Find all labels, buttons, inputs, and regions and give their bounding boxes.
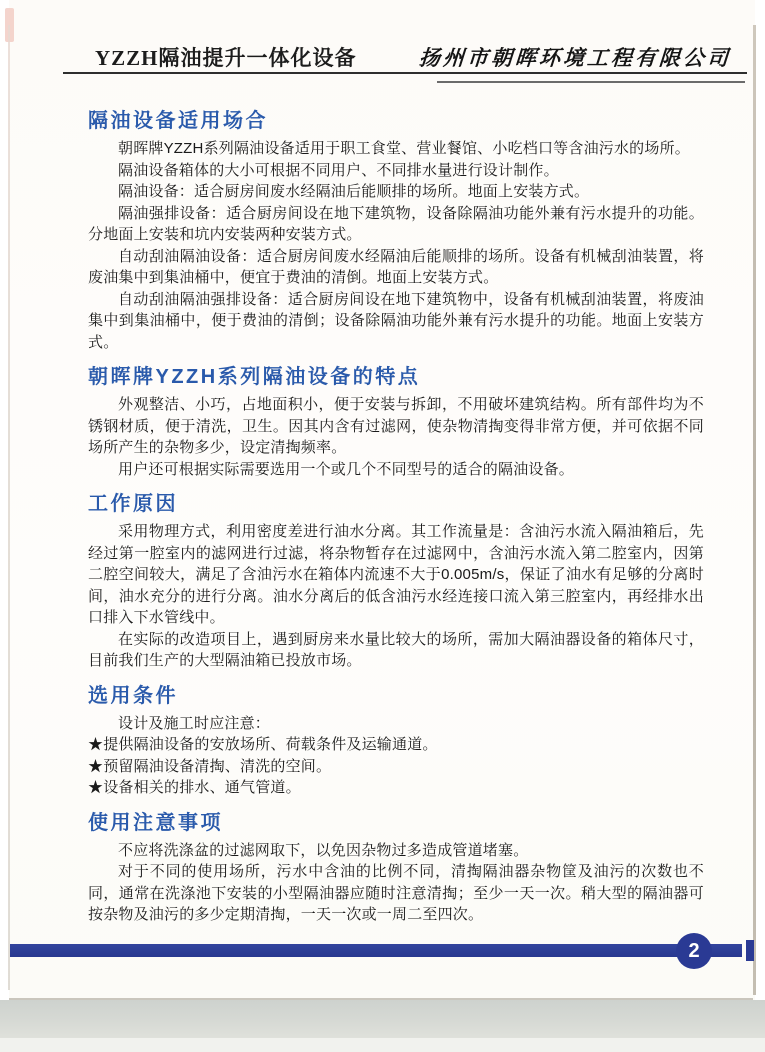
- footer-bar: [10, 939, 742, 962]
- paragraph: 隔油强排设备：适合厨房间设在地下建筑物，设备除隔油功能外兼有污水提升的功能。分地面上安装和坑内安装两种安装方式。: [88, 204, 704, 243]
- section-working-principle: [88, 487, 704, 672]
- paragraph: 在实际的改造项目上，遇到厨房来水量比较大的场所，需加大隔油器设备的箱体尺寸，目前我们生产的大型隔油箱已投放市场。: [88, 630, 704, 669]
- header-divider: [63, 72, 747, 74]
- company-underline: [437, 81, 745, 83]
- bullet-item: ★设备相关的排水、通气管道。: [88, 779, 301, 796]
- paragraph: 设计及施工时应注意：: [118, 714, 271, 732]
- section-features: [88, 360, 704, 480]
- scan-background: [0, 1038, 765, 1052]
- bullet-item: ★提供隔油设备的安放场所、荷载条件及运输通道。: [88, 736, 438, 753]
- page-number: 2: [688, 939, 700, 962]
- section-heading: 朝晖牌YZZH系列隔油设备的特点: [88, 366, 421, 388]
- section-usage-notes: [88, 806, 704, 926]
- paragraph: 用户还可根据实际需要选用一个或几个不同型号的适合的隔油设备。: [118, 460, 575, 478]
- section-selection-conditions: [88, 679, 704, 799]
- bullet-item: ★预留隔油设备清掏、清洗的空间。: [88, 757, 332, 775]
- document-body: [88, 104, 704, 926]
- paragraph: 隔油设备箱体的大小可根据不同用户、不同排水量进行设计制作。: [118, 161, 559, 179]
- scan-left-edge: [8, 25, 10, 990]
- scanner-mat-strip: [0, 1000, 765, 1038]
- scan-right-edge: [753, 25, 756, 995]
- page-number-badge: [676, 933, 712, 969]
- section-heading: 使用注意事项: [88, 811, 223, 834]
- paragraph: 自动刮油隔油强排设备：适合厨房间设在地下建筑物中，设备有机械刮油装置，将废油集中到集油桶中，便于费油的清倒；设备除隔油功能外兼有污水提升的功能。地面上安装方式。: [88, 290, 704, 351]
- section-heading: 隔油设备适用场合: [88, 110, 268, 132]
- paragraph: 不应将洗涤盆的过滤网取下，以免因杂物过多造成管道堵塞。: [118, 841, 529, 859]
- paragraph: 采用物理方式，利用密度差进行油水分离。其工作流量是：含油污水流入隔油箱后，先经过第一腔室内的滤网进行过滤，将杂物暂存在过滤网中，含油污水流入第二腔室内，因第二腔空间较大，满足了含油污水在箱体内流速不大于0.005m/s，保证了油水有足够的分离时间，油水充分的进行分离。油水分离后的低含油污水经连接口流入第三腔室内，再经排水出口排入下水管线中。: [88, 523, 704, 626]
- section-heading: 选用条件: [88, 684, 178, 707]
- document-title: YZZH隔油提升一体化设备: [95, 46, 357, 70]
- paragraph: 自动刮油隔油设备：适合厨房间废水经隔油后能顺排的场所。设备有机械刮油装置，将废油集中到集油桶中，便宜于费油的清倒。地面上安装方式。: [88, 247, 704, 286]
- paragraph: 对于不同的使用场所，污水中含油的比例不同，清掏隔油器杂物筐及油污的次数也不同，通常在洗涤池下安装的小型隔油器应随时注意清掏；至少一天一次。稍大型的隔油器可按杂物及油污的多少定期清掏，一天一次或一周二至四次。: [88, 863, 704, 923]
- paragraph: 朝晖牌YZZH系列隔油设备适用于职工食堂、营业餐馆、小吃档口等含油污水的场所。: [118, 140, 690, 157]
- page-header: [63, 42, 745, 72]
- section-heading: 工作原因: [88, 493, 178, 515]
- paragraph: 外观整洁、小巧，占地面积小，便于安装与拆卸，不用破坏建筑结构。所有部件均为不锈钢材质，便于清洗，卫生。因其内含有过滤网，使杂物清掏变得非常方便，并可依据不同场所产生的杂物多少，设定清掏频率。: [88, 396, 704, 456]
- section-applicable-occasions: [88, 104, 704, 353]
- company-name: 扬州市朝晖环境工程有限公司: [418, 46, 732, 70]
- footer-bar-end-cap: [746, 940, 754, 961]
- paragraph: 隔油设备：适合厨房间废水经隔油后能顺排的场所。地面上安装方式。: [118, 183, 590, 200]
